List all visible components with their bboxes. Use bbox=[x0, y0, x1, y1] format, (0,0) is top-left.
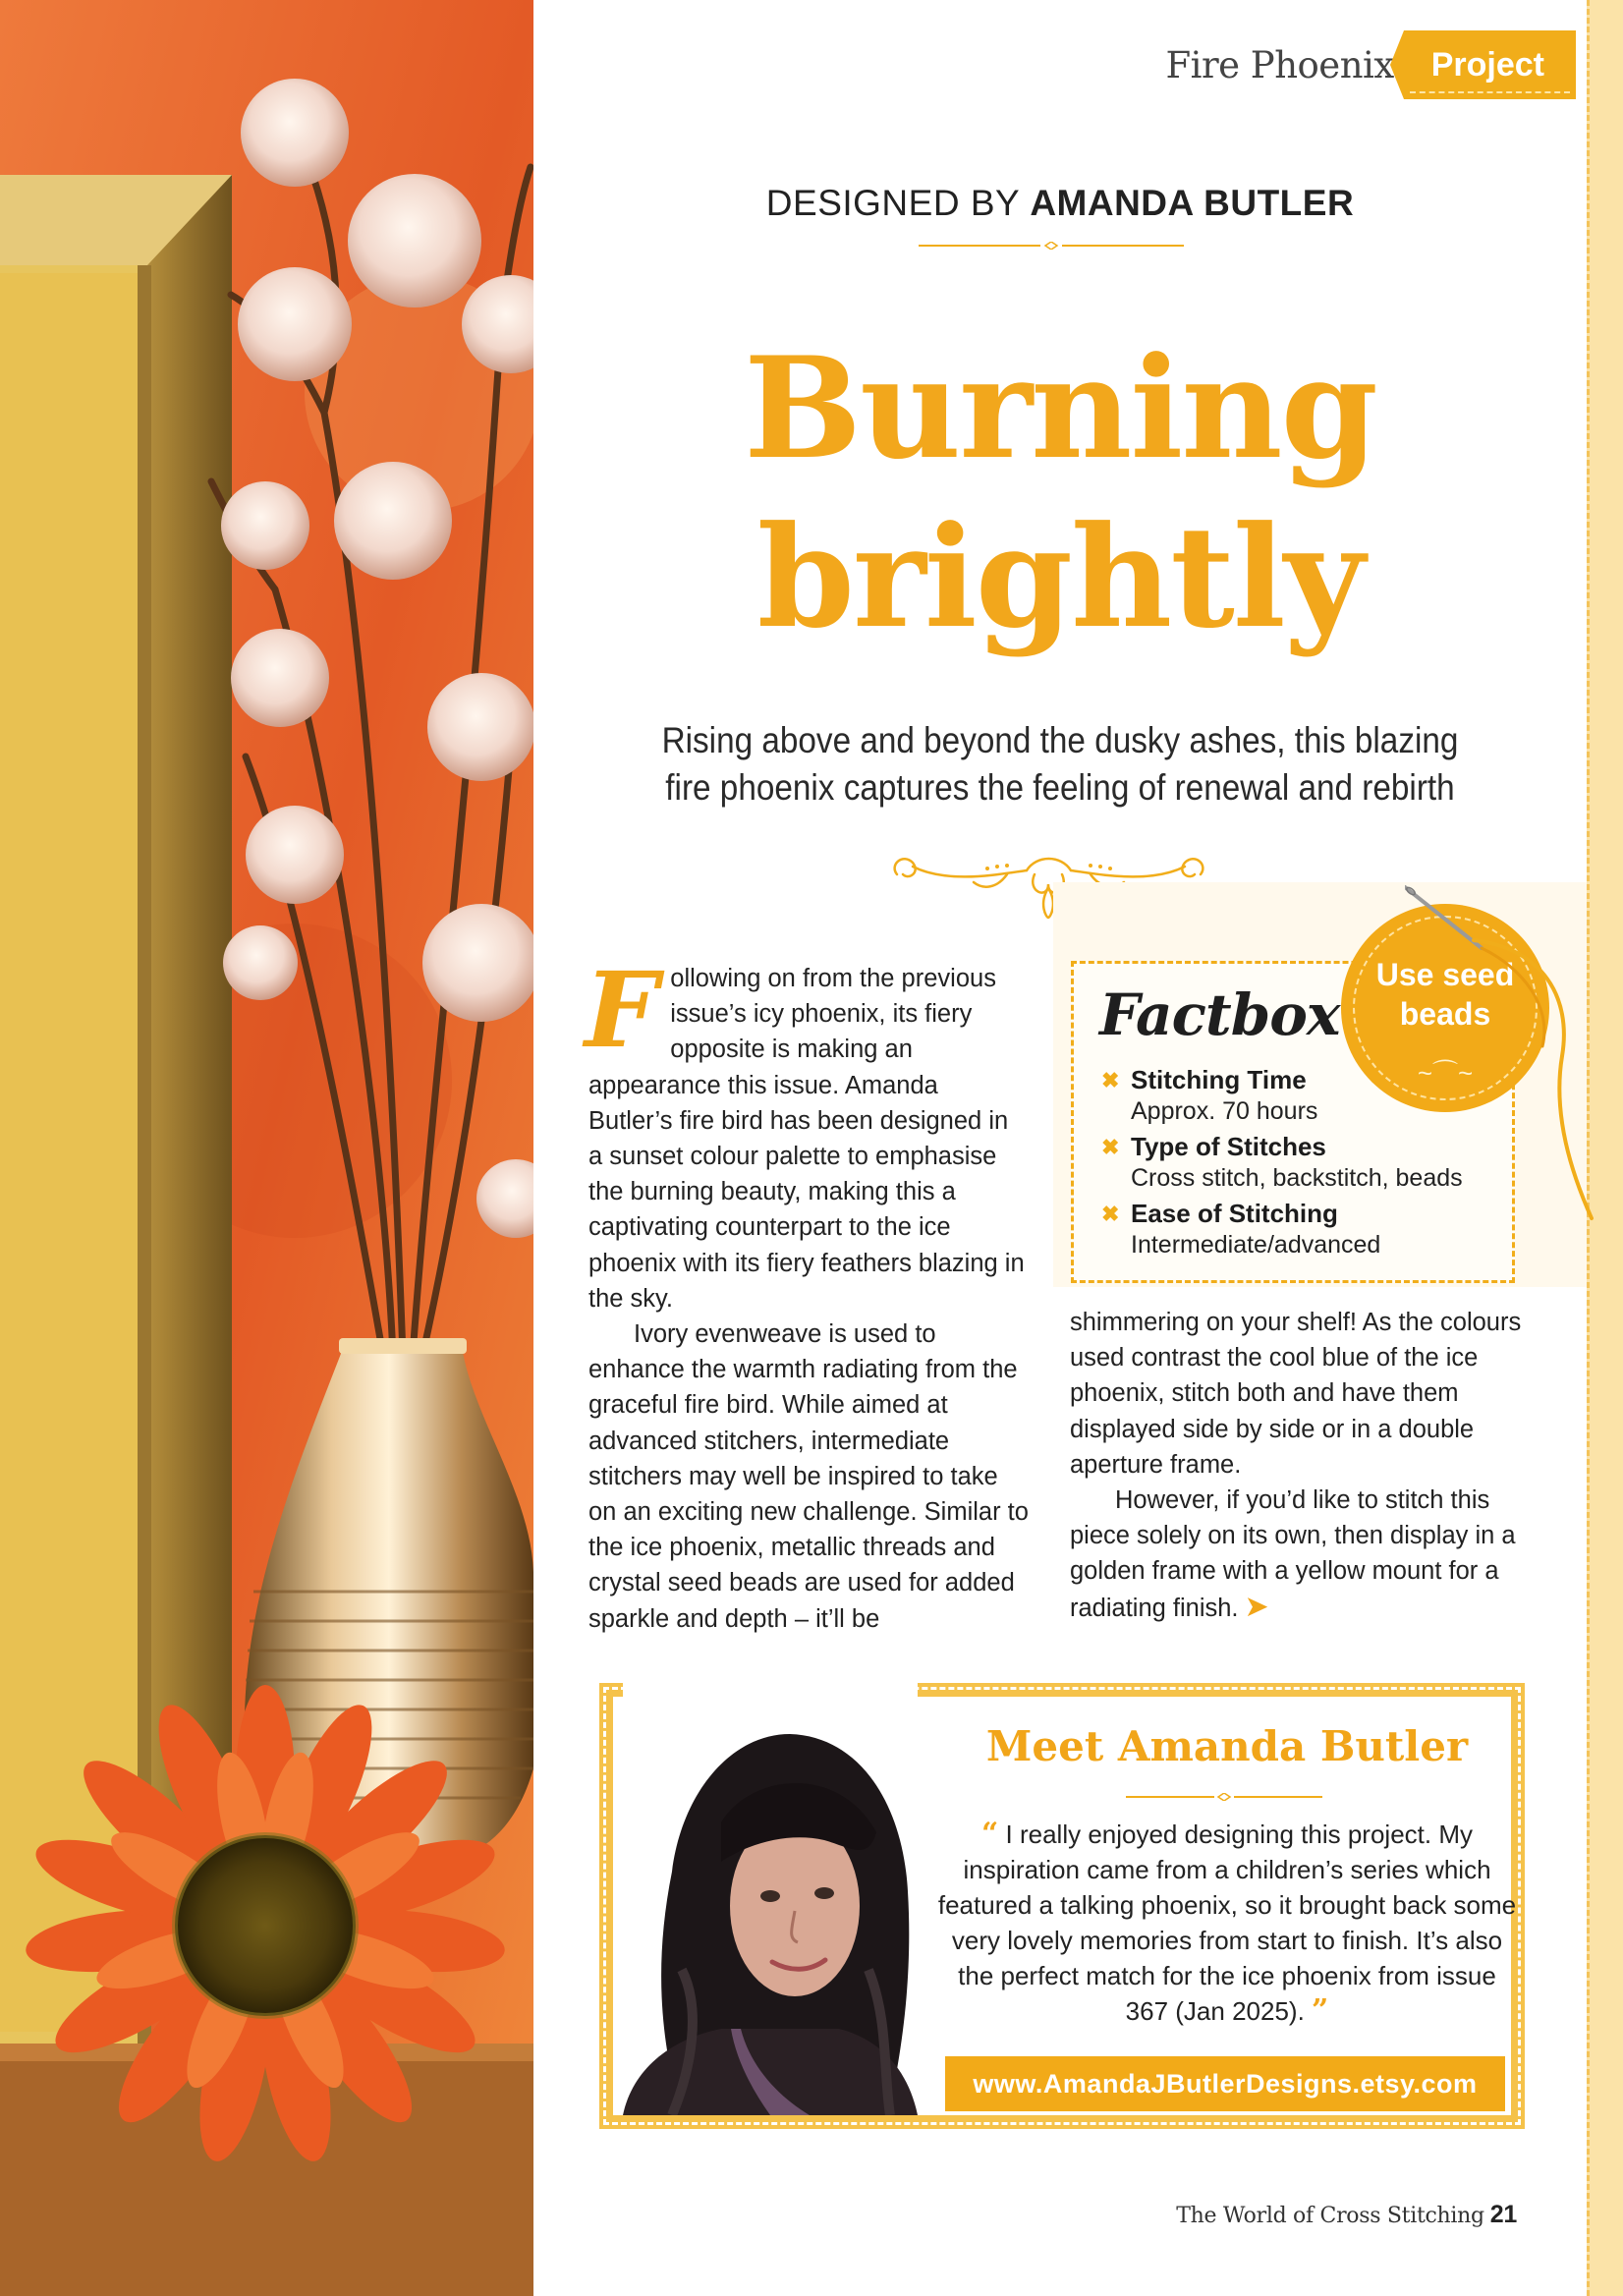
cross-stitch-icon: ✖ bbox=[1101, 1135, 1120, 1159]
headline-line-2: brightly bbox=[756, 496, 1364, 659]
body-paragraph-3: shimmering on your shelf! As the colours used contrast the cool blue of the ice phoenix, stitch both and have them displayed side by side or in a double aperture frame. bbox=[1070, 1309, 1522, 1479]
meet-divider bbox=[1126, 1793, 1322, 1801]
headline-line-1: Burning bbox=[744, 327, 1376, 490]
seed-badge-line-1: Use seed bbox=[1375, 957, 1515, 992]
standfirst bbox=[587, 717, 1535, 812]
designer-website-link[interactable]: www.AmandaJButlerDesigns.etsy.com bbox=[945, 2056, 1505, 2111]
byline-divider bbox=[919, 242, 1184, 250]
body-paragraph-4-text: However, if you’d like to stitch this piece solely on its own, then display in a golden frame with a yellow mount for a radiating finish. bbox=[1070, 1486, 1516, 1622]
section-label bbox=[1165, 29, 1576, 100]
open-quote-icon: “ bbox=[981, 1817, 999, 1851]
fact-heading: Type of Stitches bbox=[1131, 1132, 1326, 1161]
section-title: Fire Phoenix bbox=[1165, 43, 1394, 86]
close-quote-icon: ” bbox=[1312, 1993, 1329, 2028]
fact-value: Approx. 70 hours bbox=[1131, 1097, 1318, 1125]
meet-designer-box bbox=[599, 1683, 1525, 2129]
cross-stitch-icon: ✖ bbox=[1101, 1068, 1120, 1092]
page-footer bbox=[1176, 2201, 1517, 2229]
standfirst-line-2: fire phoenix captures the feeling of renewal and rebirth bbox=[665, 767, 1455, 808]
meet-designer-title: Meet Amanda Butler bbox=[985, 1722, 1469, 1770]
body-paragraph-1-text: ollowing on from the previous issue’s icy phoenix, its fiery opposite is making an appearance this issue. Amanda Butler’s fire bird has been designed in a sunset colour palette to emphasise the burning beauty, making this a captivating counterpart to the ice phoenix with its fiery feathers blazing in the sky. bbox=[588, 965, 1025, 1313]
needle-thread-icon bbox=[1405, 879, 1621, 1223]
drop-cap: F bbox=[585, 948, 659, 1071]
byline-name: AMANDA BUTLER bbox=[1030, 183, 1355, 223]
designer-quote-text: I really enjoyed designing this project. My inspiration came from a children’s series which featured a talking phoenix, so it brought back some very lovely memories from start to finish. It’s also the perfect match for the ice phoenix from issue 367 (Jan 2025). bbox=[937, 1820, 1517, 2026]
magazine-name: The World of Cross Stitching bbox=[1176, 2204, 1484, 2228]
seed-badge-line-2: beads bbox=[1399, 996, 1491, 1032]
body-column-left bbox=[585, 948, 1029, 1637]
body-paragraph-4 bbox=[1070, 1483, 1532, 1626]
fact-heading: Stitching Time bbox=[1131, 1065, 1307, 1094]
byline-prefix: DESIGNED BY bbox=[765, 183, 1020, 223]
designer-photo bbox=[623, 1675, 918, 2115]
cover-photo bbox=[0, 0, 533, 2296]
designer-quote bbox=[937, 1817, 1517, 2029]
body-paragraph-2: Ivory evenweave is used to enhance the warmth radiating from the graceful fire bird. While aimed at advanced stitchers, intermediate stitchers may well be inspired to take on an exciting new challenge. Similar to the ice phoenix, metallic threads and crystal seed beads are used for added sparkle and depth – it’ll be bbox=[588, 1320, 1029, 1633]
section-tag: Project bbox=[1404, 30, 1576, 99]
body-column-right bbox=[1070, 1305, 1532, 1626]
byline bbox=[533, 183, 1587, 224]
standfirst-line-1: Rising above and beyond the dusky ashes, this blazing bbox=[661, 720, 1459, 760]
headline bbox=[533, 324, 1587, 662]
end-arrow-icon: ➤ bbox=[1244, 1590, 1269, 1623]
badge-flourish-icon: ~⌒~ bbox=[1417, 1058, 1474, 1088]
page-number: 21 bbox=[1489, 2201, 1517, 2228]
fact-heading: Ease of Stitching bbox=[1131, 1199, 1338, 1228]
fact-value: Cross stitch, backstitch, beads bbox=[1131, 1164, 1463, 1192]
body-paragraph-1 bbox=[585, 948, 1029, 1316]
cross-stitch-icon: ✖ bbox=[1101, 1202, 1120, 1226]
fact-value: Intermediate/advanced bbox=[1131, 1231, 1381, 1259]
factbox-title: Factbox bbox=[1099, 981, 1340, 1048]
